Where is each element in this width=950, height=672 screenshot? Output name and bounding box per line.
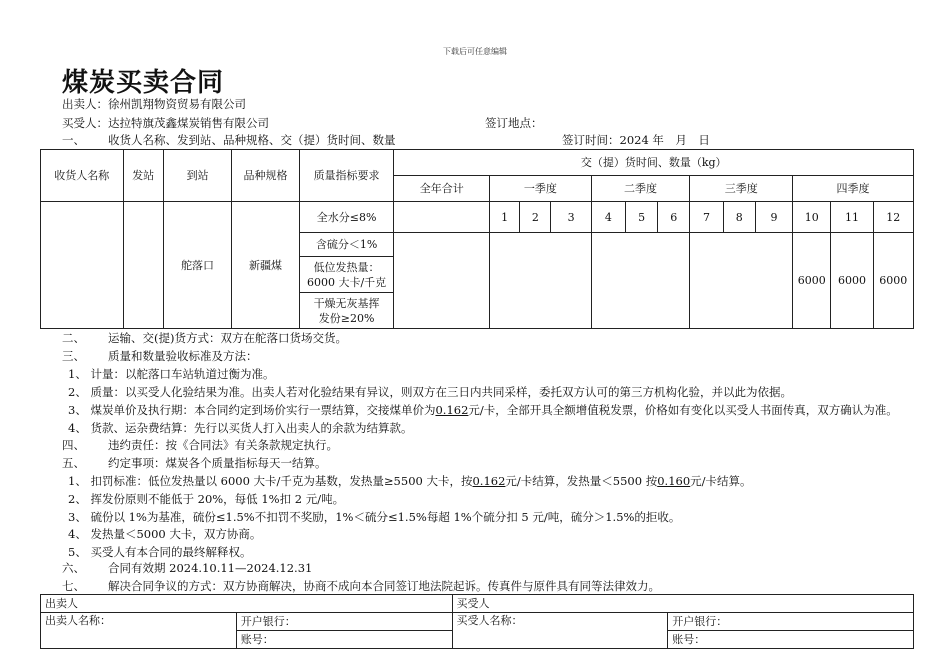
col-arrival: 到站	[163, 150, 231, 202]
col-delivery: 交（提）货时间、数量（kg）	[394, 150, 914, 176]
item1-text: 收货人名称、发到站、品种规格、交（提）货时间、数量	[108, 133, 396, 147]
price-2: 0.162	[472, 474, 506, 488]
c7-text: 解决合同争议的方式：双方协商解决，协商不成向本合同签订地法院起诉。传真件与原件具有同等法律效力。	[108, 579, 660, 593]
c5-2: 2、 挥发份原则不能低于 20%，每低 1%扣 2 元/吨。	[68, 492, 345, 506]
c5-4: 4、 发热量＜5000 大卡，双方协商。	[68, 527, 262, 541]
month-4: 4	[591, 202, 625, 233]
c5-text: 约定事项：煤炭各个质量指标每天一结算。	[108, 456, 327, 470]
sig-seller-account: 账号：	[236, 631, 452, 649]
c7-num: 七、	[62, 579, 85, 593]
c3-1: 1、 计量：以舵落口车站轨道过衡为准。	[68, 367, 275, 381]
c5-1b: 元/卡结算，发热量＜5500 按	[505, 474, 658, 488]
signature-table	[40, 594, 914, 649]
cell-q3-values	[690, 233, 793, 329]
cell-station	[123, 202, 163, 329]
c5-1	[68, 473, 752, 489]
sig-seller-name: 出卖人名称：	[41, 613, 237, 649]
col-q4: 四季度	[793, 176, 914, 202]
month-2: 2	[520, 202, 551, 233]
cell-arrival: 舵落口	[163, 202, 231, 329]
quality-calorific-l1: 低位发热量：	[313, 260, 380, 274]
c3-3b: 元/卡，全部开具全额增值税发票，价格如有变化以买受人书面传真，双方确认为准。	[468, 403, 898, 417]
c4-num: 四、	[62, 438, 85, 452]
col-receiver: 收货人名称	[41, 150, 124, 202]
col-q1: 一季度	[490, 176, 592, 202]
c5-1c: 元/卡结算。	[690, 474, 752, 488]
item1-num: 一、	[62, 133, 85, 147]
sign-time: 签订时间：2024 年 月 日	[562, 133, 710, 147]
c3-num: 三、	[62, 349, 85, 363]
quality-calorific	[299, 257, 394, 293]
quality-volatile	[299, 293, 394, 329]
col-quality: 质量指标要求	[299, 150, 394, 202]
c6-text: 合同有效期 2024.10.11—2024.12.31	[108, 561, 313, 575]
contract-title: 煤炭买卖合同	[62, 68, 225, 98]
sig-seller-header: 出卖人	[41, 595, 453, 613]
month-11: 11	[831, 202, 873, 233]
c3-text: 质量和数量验收标准及方法：	[108, 349, 258, 363]
month-6: 6	[658, 202, 690, 233]
sig-seller-bank: 开户银行：	[236, 613, 452, 631]
cell-total-values	[394, 233, 490, 329]
col-q3: 三季度	[690, 176, 793, 202]
delivery-table	[40, 149, 914, 329]
header-note: 下载后可任意编辑	[443, 47, 507, 56]
quality-calorific-l2: 6000 大卡/千克	[306, 275, 387, 289]
sig-buyer-name: 买受人名称：	[452, 613, 668, 649]
sig-buyer-account: 账号：	[668, 631, 914, 649]
buyer-line: 买受人：达拉特旗茂鑫煤炭销售有限公司	[62, 116, 269, 130]
value-nov: 6000	[831, 233, 873, 329]
month-7: 7	[690, 202, 723, 233]
sig-buyer-bank: 开户银行：	[668, 613, 914, 631]
c2-num: 二、	[62, 331, 85, 345]
col-station: 发站	[123, 150, 163, 202]
month-1: 1	[490, 202, 520, 233]
quality-volatile-l2: 发份≥20%	[318, 311, 375, 325]
c5-1a: 1、 扣罚标准：低位发热量以 6000 大卡/千克为基数，发热量≥5500 大卡，按	[68, 474, 473, 488]
col-spec: 品种规格	[232, 150, 299, 202]
sign-place: 签订地点：	[485, 116, 543, 130]
c3-3a: 3、 煤炭单价及执行期：本合同约定到场价实行一票结算，交接煤单价为	[68, 403, 436, 417]
sig-buyer-header: 买受人	[452, 595, 913, 613]
c5-5: 5、 买受人有本合同的最终解释权。	[68, 545, 252, 559]
c5-3: 3、 硫份以 1%为基准，硫份≤1.5%不扣罚不奖励，1%＜硫分≤1.5%每超 1%个硫分扣 5 元/吨，硫分＞1.5%的拒收。	[68, 510, 681, 524]
c3-2: 2、 质量：以买受人化验结果为准。出卖人若对化验结果有异议，则双方在三日内共同采样，委托双方认可的第三方机构化验，并以此为依据。	[68, 385, 792, 399]
price-3: 0.160	[657, 474, 691, 488]
cell-coal-type: 新疆煤	[232, 202, 299, 329]
c3-3	[68, 402, 898, 418]
c3-4: 4、 货款、运杂费结算：先行以买货人打入出卖人的余款为结算款。	[68, 421, 413, 435]
cell-total	[394, 202, 490, 233]
c2-text: 运输、交(提)货方式：双方在舵落口货场交货。	[108, 331, 347, 345]
value-oct: 6000	[793, 233, 831, 329]
cell-q1-values	[490, 233, 592, 329]
value-dec: 6000	[873, 233, 913, 329]
col-q2: 二季度	[591, 176, 690, 202]
month-3: 3	[551, 202, 591, 233]
price-1: 0.162	[435, 403, 469, 417]
month-5: 5	[625, 202, 657, 233]
seller-line: 出卖人：徐州凯翔物资贸易有限公司	[62, 97, 246, 111]
month-10: 10	[793, 202, 831, 233]
quality-volatile-l1: 干燥无灰基挥	[313, 296, 380, 310]
cell-q2-values	[591, 233, 690, 329]
quality-moisture: 全水分≤8%	[299, 202, 394, 233]
cell-receiver	[41, 202, 124, 329]
quality-sulfur: 含硫分＜1%	[299, 233, 394, 257]
month-12: 12	[873, 202, 913, 233]
c5-num: 五、	[62, 456, 85, 470]
c6-num: 六、	[62, 561, 85, 575]
month-9: 9	[755, 202, 792, 233]
month-8: 8	[723, 202, 755, 233]
col-total: 全年合计	[394, 176, 490, 202]
c4-text: 违约责任：按《合同法》有关条款规定执行。	[108, 438, 338, 452]
